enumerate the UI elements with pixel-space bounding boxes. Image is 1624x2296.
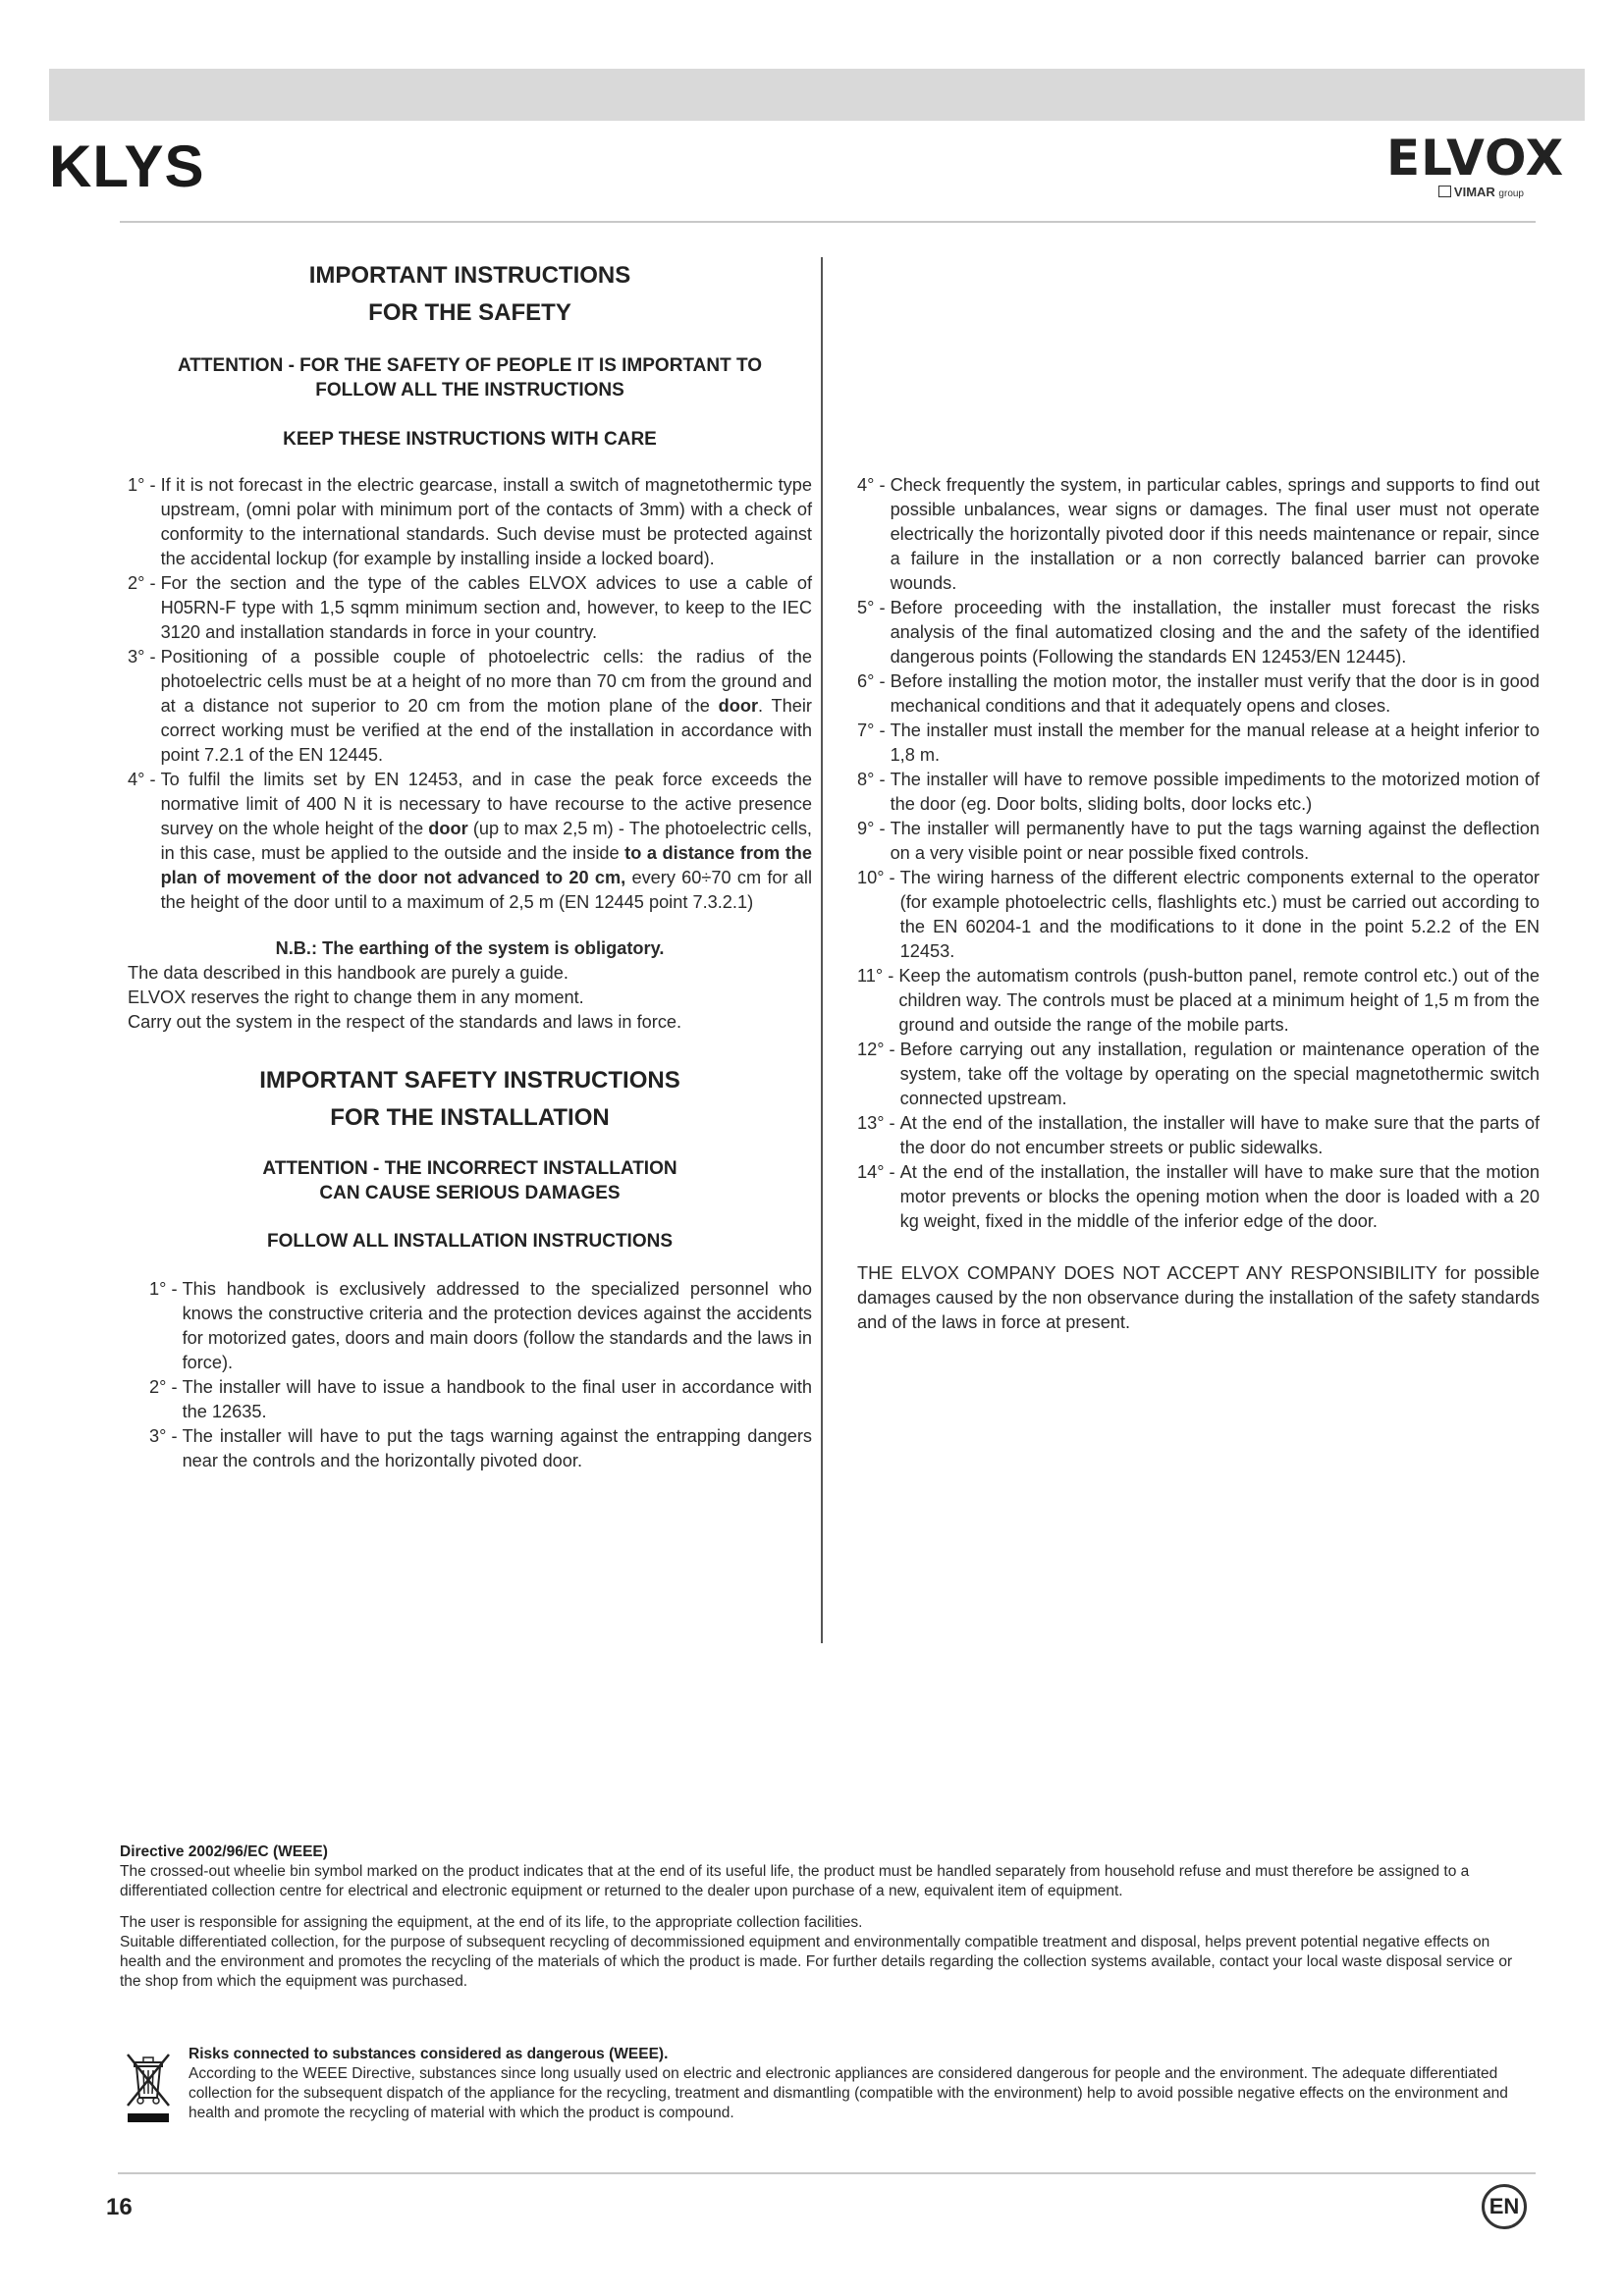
safety-attention: ATTENTION - FOR THE SAFETY OF PEOPLE IT IS IMPORTANT TO FOLLOW ALL THE INSTRUCTIONS bbox=[178, 355, 762, 400]
list-item: 12° - Before carrying out any installation, regulation or maintenance operation of the system, take off the voltage by operating on the special magnetothermic switch connected upstream. bbox=[857, 1040, 1540, 1108]
list-item: 1° - This handbook is exclusively addressed to the specialized personnel who knows the constructive criteria and the protection devices against the accidents for motorized gates, doors and main doors (follow the standards and the laws in force). bbox=[149, 1279, 812, 1372]
right-column bbox=[857, 473, 1540, 1335]
list-item: 2° - The installer will have to issue a handbook to the final user in accordance with the 12635. bbox=[149, 1377, 812, 1421]
list-item: 13° - At the end of the installation, the installer will have to make sure that the parts of the door do not encumber streets or public sidewalks. bbox=[857, 1113, 1540, 1157]
risks-text: According to the WEEE Directive, substances since long usually used on electric and electronic appliances are considered dangerous for people and the environment. The adequate differentiated collection for the subsequent dispatch of the appliance for the recycling, treatment and dismantling (compatible with the environment) help to avoid possible negative effects on the environment and health and promote the recycling of material with which the product is compound. bbox=[189, 2065, 1508, 2121]
safety-notes: The data described in this handbook are purely a guide. ELVOX reserves the right to change them in any moment. Carry out the system in the respect of the standards and laws in force. bbox=[128, 963, 682, 1032]
brand-sub: VIMAR group bbox=[1386, 185, 1524, 199]
list-item: 2° - For the section and the type of the cables ELVOX advices to use a cable of H05RN-F type with 1,5 sqmm minimum section and, however, to keep to the IEC 3120 and installation standards in force in your country. bbox=[128, 573, 812, 642]
brand-name: ELVOX bbox=[1386, 130, 1565, 187]
earthing-note: N.B.: The earthing of the system is obligatory. bbox=[275, 938, 665, 958]
list-item: 1° - If it is not forecast in the electric gearcase, install a switch of magnetothermic type upstream, (omni polar with minimum port of the contacts of 3mm) with a check of conformity to the international standards. Such devise must be protected against the accidental lockup (for example by installing inside a locked board). bbox=[128, 475, 812, 568]
list-item: 4° - To fulfil the limits set by EN 12453, and in case the peak force exceeds the normative limit of 400 N it is necessary to have recourse to the active presence survey on the whole height of the door (up to max 2,5 m) - The photoelectric cells, in this case, must be applied to the outside and the inside to a distance from the plan of movement of the door not advanced to 20 cm, every 60÷70 cm for all the height of the door until to a maximum of 2,5 m (EN 12445 point 7.3.2.1) bbox=[128, 770, 812, 912]
installation-attention: ATTENTION - THE INCORRECT INSTALLATION CAN CAUSE SERIOUS DAMAGES bbox=[262, 1158, 677, 1203]
left-column bbox=[128, 257, 812, 1473]
weee-p2: The user is responsible for assigning the equipment, at the end of its life, to the appropriate collection facilities. bbox=[120, 1914, 863, 1931]
footer-divider bbox=[118, 2172, 1536, 2174]
installation-list bbox=[128, 1277, 812, 1473]
installation-title: IMPORTANT SAFETY INSTRUCTIONS FOR THE INSTALLATION bbox=[259, 1067, 680, 1131]
risks-title: Risks connected to substances considered as dangerous (WEEE). bbox=[189, 2046, 669, 2062]
weee-p1: The crossed-out wheelie bin symbol marked on the product indicates that at the end of its useful life, the product must be handled separately from household refuse and must therefore be assigned to a differentiated collection centre for electrical and electronic equipment or returned to the dealer upon purchase of a new, equivalent item of equipment. bbox=[120, 1863, 1470, 1899]
safety-title: IMPORTANT INSTRUCTIONS FOR THE SAFETY bbox=[308, 262, 631, 326]
disclaimer: THE ELVOX COMPANY DOES NOT ACCEPT ANY RESPONSIBILITY for possible damages caused by the non observance during the installation of the safety standards and of the laws in force at present. bbox=[857, 1263, 1540, 1332]
installation-follow: FOLLOW ALL INSTALLATION INSTRUCTIONS bbox=[266, 1231, 674, 1252]
list-item: 11° - Keep the automatism controls (push-button panel, remote control etc.) out of the children way. The controls must be placed at a minimum height of 1,5 m from the ground and outside the range of the mobile parts. bbox=[857, 966, 1540, 1035]
list-item: 14° - At the end of the installation, the installer will have to make sure that the motion motor prevents or blocks the opening motion when the door is loaded with a 20 kg weight, fixed in the middle of the inferior edge of the door. bbox=[857, 1162, 1540, 1231]
list-item: 6° - Before installing the motion motor, the installer must verify that the door is in good mechanical conditions and that it adequately opens and closes. bbox=[857, 671, 1540, 716]
weee-p3: Suitable differentiated collection, for the purpose of subsequent recycling of decommissioned equipment and environmentally compatible treatment and disposal, helps prevent potential negative effects on health and the environment and promotes the recycling of the materials of which the product is made. For further details regarding the collection systems available, contact your local waste disposal service or the shop from which the equipment was purchased. bbox=[120, 1934, 1513, 1990]
list-item: 3° - The installer will have to put the tags warning against the entrapping dangers near the controls and the horizontally pivoted door. bbox=[149, 1426, 812, 1470]
list-item: 3° - Positioning of a possible couple of photoelectric cells: the radius of the photoelectric cells must be at a height of no more than 70 cm from the ground and at a distance not superior to 20 cm from the motion plane of the door. Their correct working must be verified at the end of the installation in accordance with point 7.2.1 of the EN 12445. bbox=[128, 647, 812, 765]
list-item: 10° - The wiring harness of the different electric components external to the operator (for example photoelectric cells, flashlights etc.) must be carried out according to the EN 60204-1 and the modifications to it done in the point 5.2.2 of the EN 12453. bbox=[857, 868, 1540, 961]
right-list bbox=[857, 473, 1540, 1234]
list-item: 8° - The installer will have to remove possible impediments to the motorized motion of the door (eg. Door bolts, sliding bolts, door locks etc.) bbox=[857, 770, 1540, 814]
safety-keep: KEEP THESE INSTRUCTIONS WITH CARE bbox=[283, 429, 657, 450]
list-item: 9° - The installer will permanently have to put the tags warning against the deflection on a very visible point or near possible fixed controls. bbox=[857, 819, 1540, 863]
list-item: 7° - The installer must install the member for the manual release at a height inferior to 1,8 m. bbox=[857, 721, 1540, 765]
crossed-bin-icon bbox=[122, 2049, 177, 2125]
language-badge: EN bbox=[1482, 2184, 1527, 2229]
weee-section bbox=[120, 1842, 1514, 1992]
safety-list bbox=[128, 473, 812, 915]
brand-logo bbox=[1386, 130, 1565, 199]
list-item: 5° - Before proceeding with the installation, the installer must forecast the risks analysis of the final automatized closing and the and the safety of the identified dangerous points (Following the standards EN 12453/EN 12445). bbox=[857, 598, 1540, 667]
column-divider bbox=[821, 257, 823, 1643]
document-title: KLYS bbox=[49, 133, 205, 199]
weee-risks bbox=[189, 2045, 1514, 2123]
top-bar bbox=[49, 69, 1585, 121]
weee-title: Directive 2002/96/EC (WEEE) bbox=[120, 1843, 328, 1860]
list-item: 4° - Check frequently the system, in particular cables, springs and supports to find out possible unbalances, wear signs or damages. The final user must not operate electrically the horizontally pivoted door if this needs maintenance or repair, since a failure in the installation or a non correctly balanced barrier can provoke wounds. bbox=[857, 475, 1540, 593]
header-divider bbox=[120, 221, 1536, 223]
page-number: 16 bbox=[106, 2194, 133, 2220]
